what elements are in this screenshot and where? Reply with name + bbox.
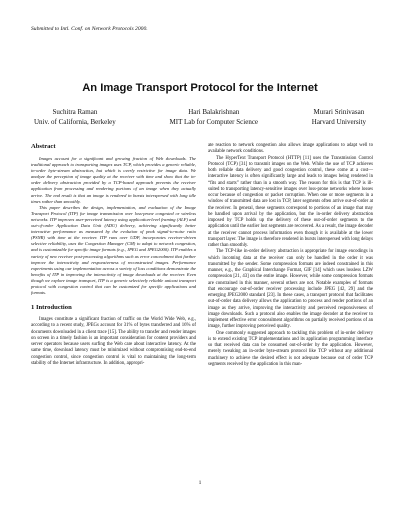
author-1 bbox=[34, 107, 116, 127]
abstract-paragraph: Images account for a significant and growing fraction of Web downloads. The traditional approach to transporting images uses TCP, which provides a generic reliable, in-order byte-stream abstraction, but which is overly restrictive for image data. We analyze the perception of image quality at the receiver with time and show that the in-order delivery abstraction provided by a TCP-based approach prevents the receiver application from processing and rendering portions of an image when they actually arrive. The end result is that an image is rendered in bursts interspersed with long idle times rather than smoothly. bbox=[31, 156, 196, 204]
body-paragraph: The TCP-like in-order delivery abstraction is appropriate for image encodings in which incoming data at the receiver can only be handled in the order it was transmitted by the sender. Some compression formats are indeed constrained in this manner, e.g., the Graphical Interchange Format, GIF [14] which uses lossless LZW compression [21, 43] on the entire image. However, while some compression formats are constrained in this manner, several others are not. Notable examples of formats that encourage out-of-order receiver processing include JPEG [42, 29] and the emerging JPEG2000 standard [23]. In these cases, a transport protocol that facilitates out-of-order data delivery allows the application to process and render portions of an image as they arrive, improving the interactivity and perceived responsiveness of image downloads. Such a protocol also enables the image decoder at the receiver to implement effective error concealment algorithms on partially received portions of an image, further improving perceived quality. bbox=[208, 249, 373, 330]
body-paragraph: Images constitute a significant fraction of traffic on the World Wide Web, e.g., according to a recent study, JPEGs account for 31% of bytes transferred and 16% of documents downloaded in a client trace [15]. The ability to transfer and render images on screen in a timely fashion is an important consideration for content providers and server operators because users surfing the Web care about interactive latency. At the same time, download latency must be minimized without compromising end-to-end congestion control, since congestion control is vital to maintaining the long-term stability of the Internet infrastructure. In addition, appropri- bbox=[31, 317, 196, 366]
abstract-heading: Abstract bbox=[31, 143, 56, 150]
paper-title: An Image Transport Protocol for the Internet bbox=[82, 82, 318, 94]
author-3 bbox=[312, 107, 366, 127]
submission-note: Submitted to Intl. Conf. on Network Protocols 2000. bbox=[31, 26, 148, 32]
author-2 bbox=[170, 107, 259, 127]
body-paragraph: ate reaction to network congestion also allows image applications to adapt well to available network conditions. bbox=[208, 143, 373, 155]
abstract-text bbox=[31, 156, 196, 296]
body-paragraph: One commonly suggested approach to tackling this problem of in-order delivery is to extend existing TCP implementations and its application programming interface so that received data can be consumed out-of-order by the application. However, merely tweaking an in-order byte-stream protocol like TCP without any additional machinery to achieve the desired effect is not adequate because out of order TCP segments received by the application in this man- bbox=[208, 330, 373, 367]
page-number: 1 bbox=[198, 480, 202, 486]
author-name: Suchitra Raman bbox=[52, 108, 98, 116]
body-paragraph: The HyperText Transport Protocol (HTTP) [11] uses the Transmission Control Protocol (TCP) [31] to transmit images on the Web. While the use of TCP achieves both reliable data delivery and good congestion control, these come at a cost—interactive latency is often significantly large and leads to images being rendered in “fits and starts” rather than in a smooth way. The reason for this is that TCP is ill-suited to transporting latency-sensitive images over loss-prone networks where losses occur because of congestion or packet corruption. When one or more segments in a window of transmitted data are lost in TCP, later segments often arrive out-of-order at the receiver. In general, these segments correspond to portions of an image that may be handled upon arrival by the application, but the in-order delivery abstraction imposed by TCP holds up the delivery of these out-of-order segments to the application until the earlier lost segments are recovered. As a result, the image decoder at the receiver cannot process information even though it is available at the lower transport layer. The image is therefore rendered in bursts interspersed with long delays rather than smoothly. bbox=[208, 155, 373, 248]
introduction-text bbox=[31, 317, 196, 367]
author-affiliation: Harvard University bbox=[311, 118, 366, 126]
left-column bbox=[31, 143, 196, 367]
right-column bbox=[208, 143, 373, 368]
introduction-heading: 1 Introduction bbox=[31, 304, 72, 312]
author-block bbox=[34, 107, 366, 127]
author-name: Murari Srinivasan bbox=[313, 108, 365, 116]
abstract-paragraph: This paper describes the design, implementation, and evaluation of the Image Transport Protocol (ITP) for image transmission over loss-prone congested or wireless networks. ITP improves user-perceived latency using application-level framing (ALF) and out-of-order Application Data Unit (ADU) delivery, achieving significantly better interactive performance as measured by the evolution of peak signal-to-noise ratio (PSNR) with time at the receiver. ITP runs over UDP, incorporates receiver-driven selective reliability, uses the Congestion Manager (CM) to adapt to network congestion, and is customizable for specific image formats (e.g., JPEG and JPEG2000). ITP enables a variety of new receiver post-processing algorithms such as error concealment that further improve the interactivity and responsiveness of reconstructed images. Performance experiments using our implementation across a variety of loss conditions demonstrate the benefits of ITP in improving the interactivity of image downloads at the receiver. Even though we explore image transport, ITP is a generic selectively reliable unicast transport protocol with congestion control that can be customized for specific applications and formats. bbox=[31, 204, 196, 296]
introduction-continued-text bbox=[208, 143, 373, 368]
author-affiliation: MIT Lab for Computer Science bbox=[169, 118, 259, 126]
author-name: Hari Balakrishnan bbox=[188, 108, 240, 116]
author-affiliation: Univ. of California, Berkeley bbox=[34, 118, 116, 126]
